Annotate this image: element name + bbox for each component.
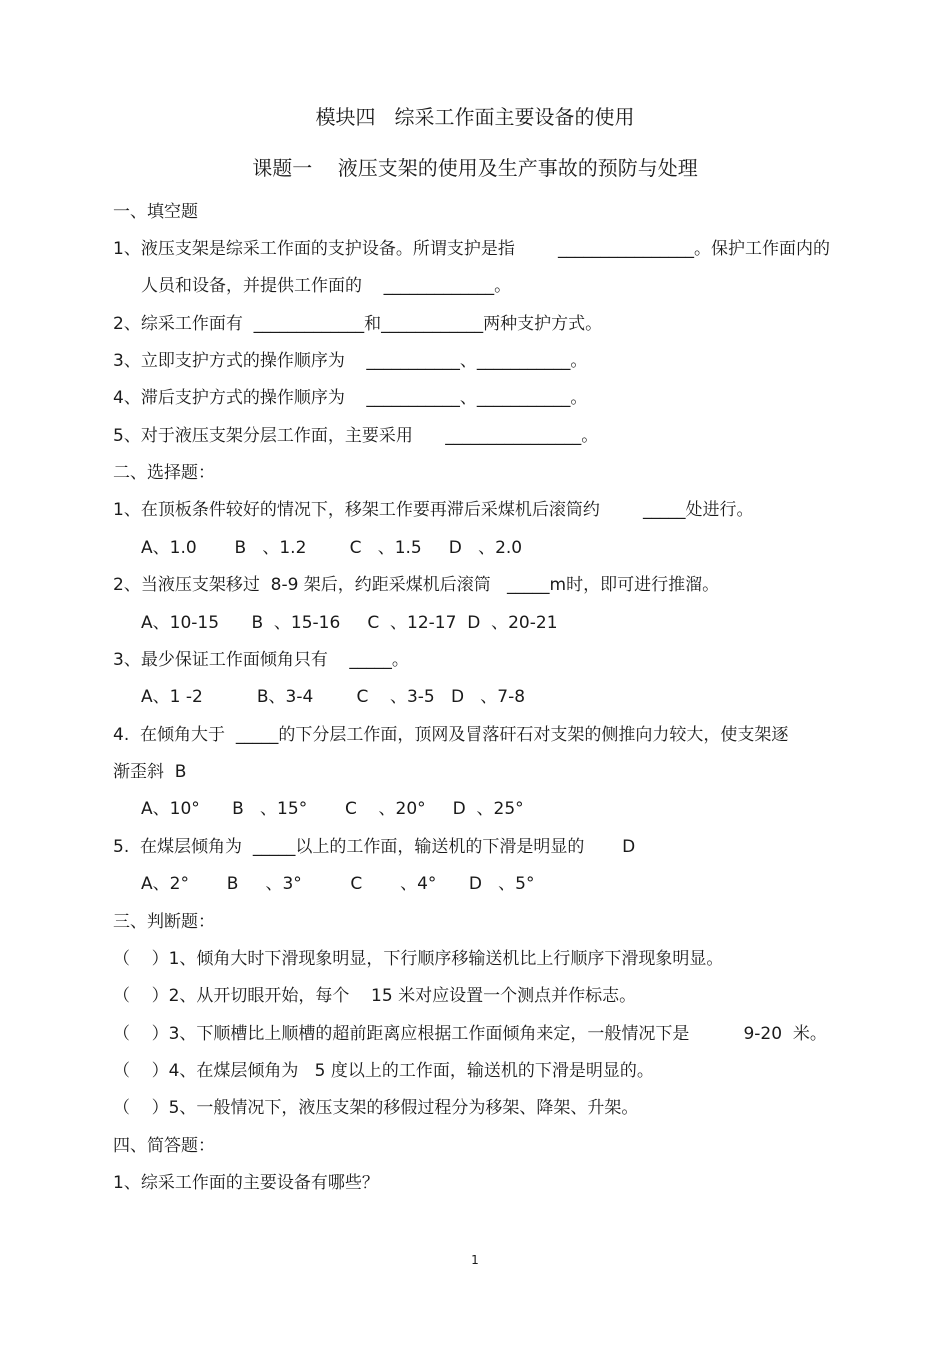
- choice-question-1-options: A、1.0 B 、1.2 C 、1.5 D 、2.0: [141, 538, 523, 558]
- choice-question-3: 3、最少保证工作面倾角只有 _____。: [113, 650, 409, 670]
- choice-question-2: 2、当液压支架移过 8-9 架后，约距采煤机后滚筒 _____m时，即可进行推溜。: [113, 575, 720, 595]
- judge-item-5: （ ）5、一般情况下，液压支架的移假过程分为移架、降架、升架。: [113, 1098, 639, 1118]
- short-question-1: 1、综采工作面的主要设备有哪些？: [113, 1173, 379, 1193]
- judge-item-3: （ ）3、下顺槽比上顺槽的超前距离应根据工作面倾角来定，一般情况下是 9-20 米。: [113, 1024, 827, 1044]
- fill-question-5: 5、对于液压支架分层工作面，主要采用 ________________。: [113, 426, 599, 446]
- fill-question-1-line-2: 人员和设备，并提供工作面的 _____________。: [141, 276, 512, 296]
- judge-item-4: （ ）4、在煤层倾角为 5 度以上的工作面，输送机的下滑是明显的。: [113, 1061, 654, 1081]
- page-title: 模块四 综采工作面主要设备的使用: [315, 105, 635, 129]
- choice-question-5-options: A、2° B 、3° C 、4° D 、5°: [141, 874, 535, 894]
- judge-item-2: （ ）2、从开切眼开始，每个 15 米对应设置一个测点并作标志。: [113, 986, 637, 1006]
- judge-item-1: （ ）1、倾角大时下滑现象明显，下行顺序移输送机比上行顺序下滑现象明显。: [113, 949, 724, 969]
- section-heading-short: 四、简答题：: [113, 1136, 215, 1156]
- choice-question-4-line-2: 渐歪斜 B: [113, 762, 187, 782]
- fill-question-3: 3、立即支护方式的操作顺序为 ___________、___________。: [113, 351, 588, 371]
- choice-question-4-options: A、10° B 、15° C 、20° D 、25°: [141, 799, 524, 819]
- section-heading-judge: 三、判断题：: [113, 912, 215, 932]
- choice-question-3-options: A、1 -2 B、3-4 C 、3-5 D 、7-8: [141, 687, 526, 707]
- choice-question-2-options: A、10-15 B 、15-16 C 、12-17 D 、20-21: [141, 613, 558, 633]
- page-subtitle: 课题一 液压支架的使用及生产事故的预防与处理: [252, 156, 698, 180]
- fill-question-1-line-1: 1、液压支架是综采工作面的支护设备。所谓支护是指 ________________。保护工作面内的: [113, 239, 831, 259]
- choice-question-1: 1、在顶板条件较好的情况下，移架工作要再滞后采煤机后滚筒约 _____处进行。: [113, 500, 754, 520]
- fill-question-2: 2、综采工作面有 _____________和____________两种支护方式。: [113, 314, 603, 334]
- page-number: 1: [471, 1253, 479, 1267]
- choice-question-4-line-1: 4. 在倾角大于 _____的下分层工作面，顶网及冒落矸石对支架的侧推向力较大，使支架逐: [113, 725, 789, 745]
- choice-question-5: 5. 在煤层倾角为 _____以上的工作面，输送机的下滑是明显的 D: [113, 837, 636, 857]
- fill-question-4: 4、滞后支护方式的操作顺序为 ___________、___________。: [113, 388, 588, 408]
- section-heading-fill: 一、填空题: [113, 202, 198, 222]
- section-heading-choice: 二、选择题：: [113, 463, 215, 483]
